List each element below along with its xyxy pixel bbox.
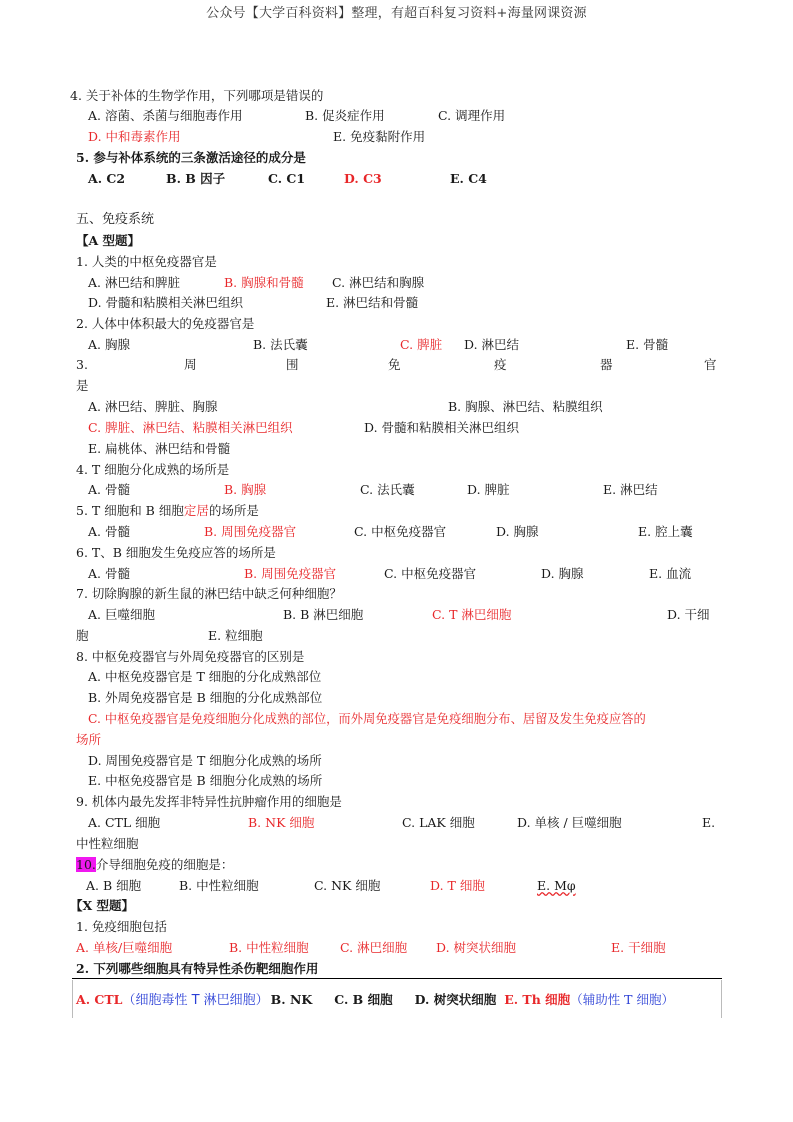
aq9-option-e-tail: 中性粒细胞 <box>76 836 139 851</box>
aq1-option-b: B. 胸腺和骨髓 <box>224 275 304 290</box>
aq5-option-a: A. 骨髓 <box>88 524 130 539</box>
aq2-stem: 2. 人体中体积最大的免疫器官是 <box>76 316 255 331</box>
aq3-option-c: C. 脾脏、淋巴结、粘膜相关淋巴组织 <box>88 420 293 435</box>
aq6-option-a: A. 骨髓 <box>88 566 130 581</box>
aq5-stem <box>76 503 259 519</box>
aq7-option-c: C. T 淋巴细胞 <box>432 607 512 622</box>
q5-option-e: E. C4 <box>450 171 487 186</box>
xq2-option-e-note: （辅助性 T 细胞） <box>570 992 674 1007</box>
xq1-option-a: A. 单核/巨噬细胞 <box>76 940 173 955</box>
aq6-option-b: B. 周围免疫器官 <box>244 566 337 581</box>
aq3-option-e: E. 扁桃体、淋巴结和骨髓 <box>88 441 231 456</box>
xq2-stem: 2. 下列哪些细胞具有特异性杀伤靶细胞作用 <box>76 961 319 976</box>
aq10-option-d: D. T 细胞 <box>430 878 485 893</box>
q4-option-a: A. 溶菌、杀菌与细胞毒作用 <box>88 108 243 123</box>
aq8-option-c-tail: 场所 <box>76 732 102 747</box>
q5-option-a: A. C2 <box>88 171 126 186</box>
aq10-stem <box>76 857 233 873</box>
aq7-option-d: D. 干细 <box>667 607 710 622</box>
section-title: 五、免疫系统 <box>76 212 155 227</box>
aq2-option-b: B. 法氏囊 <box>253 337 308 352</box>
aq6-option-e: E. 血流 <box>649 566 692 581</box>
aq7-option-b: B. B 淋巴细胞 <box>283 607 364 622</box>
aq7-option-e: E. 粒细胞 <box>208 628 263 643</box>
aq9-option-d: D. 单核 / 巨噬细胞 <box>517 815 622 830</box>
aq1-option-d: D. 骨髓和粘膜相关淋巴组织 <box>88 295 244 310</box>
xq2-option-b: B. NK <box>270 992 313 1007</box>
q5-option-b: B. B 因子 <box>166 171 226 186</box>
aq9-option-c: C. LAK 细胞 <box>402 815 475 830</box>
aq2-option-d: D. 淋巴结 <box>464 337 520 352</box>
aq10-number-highlight: 10. <box>76 857 96 872</box>
xq1-option-c: C. 淋巴细胞 <box>340 940 408 955</box>
q4-option-e: E. 免疫黏附作用 <box>333 129 426 144</box>
aq10-stem-text: 介导细胞免疫的细胞是： <box>95 857 234 872</box>
aq4-stem: 4. T 细胞分化成熟的场所是 <box>76 462 230 477</box>
xq1-option-b: B. 中性粒细胞 <box>229 940 309 955</box>
xq2-option-c: C. B 细胞 <box>334 992 393 1007</box>
q5-option-c: C. C1 <box>268 171 306 186</box>
aq2-option-e: E. 骨髓 <box>626 337 669 352</box>
xq2-option-e: E. Th 细胞 <box>504 992 571 1007</box>
aq3-option-a: A. 淋巴结、脾脏、胸腺 <box>88 399 218 414</box>
aq7-stem: 7. 切除胸腺的新生鼠的淋巴结中缺乏何种细胞？ <box>76 586 342 601</box>
aq5-stem-keyword: 定居 <box>183 503 209 518</box>
aq7-option-d-tail: 胞 <box>76 628 89 643</box>
aq9-stem: 9. 机体内最先发挥非特异性抗肿瘤作用的细胞是 <box>76 794 342 809</box>
aq4-option-c: C. 法氏囊 <box>360 482 415 497</box>
aq8-option-e: E. 中枢免疫器官是 B 细胞分化成熟的场所 <box>88 773 323 788</box>
xq2-option-a-note: （细胞毒性 T 淋巴细胞） <box>122 993 269 1008</box>
q4-option-c: C. 调理作用 <box>438 108 506 123</box>
aq9-option-b: B. NK 细胞 <box>248 815 315 830</box>
q4-stem: 4. 关于补体的生物学作用，下列哪项是错误的 <box>70 88 324 103</box>
aq3-option-d: D. 骨髓和粘膜相关淋巴组织 <box>364 420 520 435</box>
aq3-stem-part: 围 <box>286 357 299 372</box>
aq1-option-a: A. 淋巴结和脾脏 <box>88 275 180 290</box>
aq8-option-b: B. 外周免疫器官是 B 细胞的分化成熟部位 <box>88 690 323 705</box>
aq3-stem-tail: 是 <box>76 378 89 393</box>
xq2-option-d: D. 树突状细胞 <box>414 992 497 1007</box>
xq2-option-a: A. CTL <box>76 992 123 1007</box>
aq2-option-a: A. 胸腺 <box>88 337 130 352</box>
aq5-stem-post: 的场所是 <box>208 503 259 518</box>
aq3-stem-part: 器 <box>600 357 613 372</box>
aq8-stem: 8. 中枢免疫器官与外周免疫器官的区别是 <box>76 649 305 664</box>
aq10-option-c: C. NK 细胞 <box>314 878 381 893</box>
aq5-stem-pre: 5. T 细胞和 B 细胞 <box>76 503 184 518</box>
answer-box-left-border <box>72 980 73 1018</box>
aq3-stem-part: 免 <box>388 357 401 372</box>
aq5-option-c: C. 中枢免疫器官 <box>354 524 447 539</box>
aq1-option-e: E. 淋巴结和骨髓 <box>326 295 419 310</box>
aq5-option-b: B. 周围免疫器官 <box>204 524 297 539</box>
aq9-option-e: E. <box>702 815 716 830</box>
xq1-option-e: E. 干细胞 <box>611 940 666 955</box>
answer-box-right-border <box>721 980 722 1018</box>
answer-box-top-rule <box>72 978 722 979</box>
aq6-option-d: D. 胸腺 <box>541 566 584 581</box>
xq1-option-d: D. 树突状细胞 <box>436 940 517 955</box>
aq4-option-a: A. 骨髓 <box>88 482 130 497</box>
aq6-stem: 6. T、B 细胞发生免疫应答的场所是 <box>76 545 276 560</box>
aq10-option-b: B. 中性粒细胞 <box>179 878 259 893</box>
q5-stem: 5. 参与补体系统的三条激活途径的成分是 <box>76 150 306 165</box>
aq3-option-b: B. 胸腺、淋巴结、粘膜组织 <box>448 399 603 414</box>
aq4-option-e: E. 淋巴结 <box>603 482 658 497</box>
aq3-stem-part: 周 <box>184 357 197 372</box>
aq5-option-e: E. 腔上囊 <box>638 524 693 539</box>
aq8-option-a: A. 中枢免疫器官是 T 细胞的分化成熟部位 <box>88 669 322 684</box>
aq9-option-a: A. CTL 细胞 <box>88 815 161 830</box>
aq10-option-a: A. B 细胞 <box>86 878 142 893</box>
aq4-option-d: D. 脾脏 <box>467 482 510 497</box>
aq7-option-a: A. 巨噬细胞 <box>88 607 155 622</box>
q5-option-d: D. C3 <box>344 171 382 186</box>
aq4-option-b: B. 胸腺 <box>224 482 267 497</box>
aq1-option-c: C. 淋巴结和胸腺 <box>332 275 425 290</box>
aq3-stem-part: 官 <box>704 357 717 372</box>
page-header: 公众号【大学百科资料】整理，有超百科复习资料+海量网课资源 <box>206 6 587 21</box>
aq1-stem: 1. 人类的中枢免疫器官是 <box>76 254 217 269</box>
a-type-heading: 【A 型题】 <box>76 233 141 248</box>
xq2-options-row <box>76 992 674 1009</box>
aq5-option-d: D. 胸腺 <box>496 524 539 539</box>
q4-option-d: D. 中和毒素作用 <box>88 129 181 144</box>
q4-option-b: B. 促炎症作用 <box>305 108 385 123</box>
aq3-stem-part: 3. <box>76 357 88 372</box>
aq10-option-e: E. Mφ <box>537 878 576 893</box>
aq3-stem-part: 疫 <box>494 357 507 372</box>
aq8-option-c: C. 中枢免疫器官是免疫细胞分化成熟的部位，而外周免疫器官是免疫细胞分布、居留及发生免疫应答的 <box>88 712 646 726</box>
aq8-option-d: D. 周围免疫器官是 T 细胞分化成熟的场所 <box>88 753 322 768</box>
x-type-heading: 【X 型题】 <box>70 898 135 913</box>
aq6-option-c: C. 中枢免疫器官 <box>384 566 477 581</box>
xq1-stem: 1. 免疫细胞包括 <box>76 919 167 934</box>
aq2-option-c: C. 脾脏 <box>400 337 443 352</box>
